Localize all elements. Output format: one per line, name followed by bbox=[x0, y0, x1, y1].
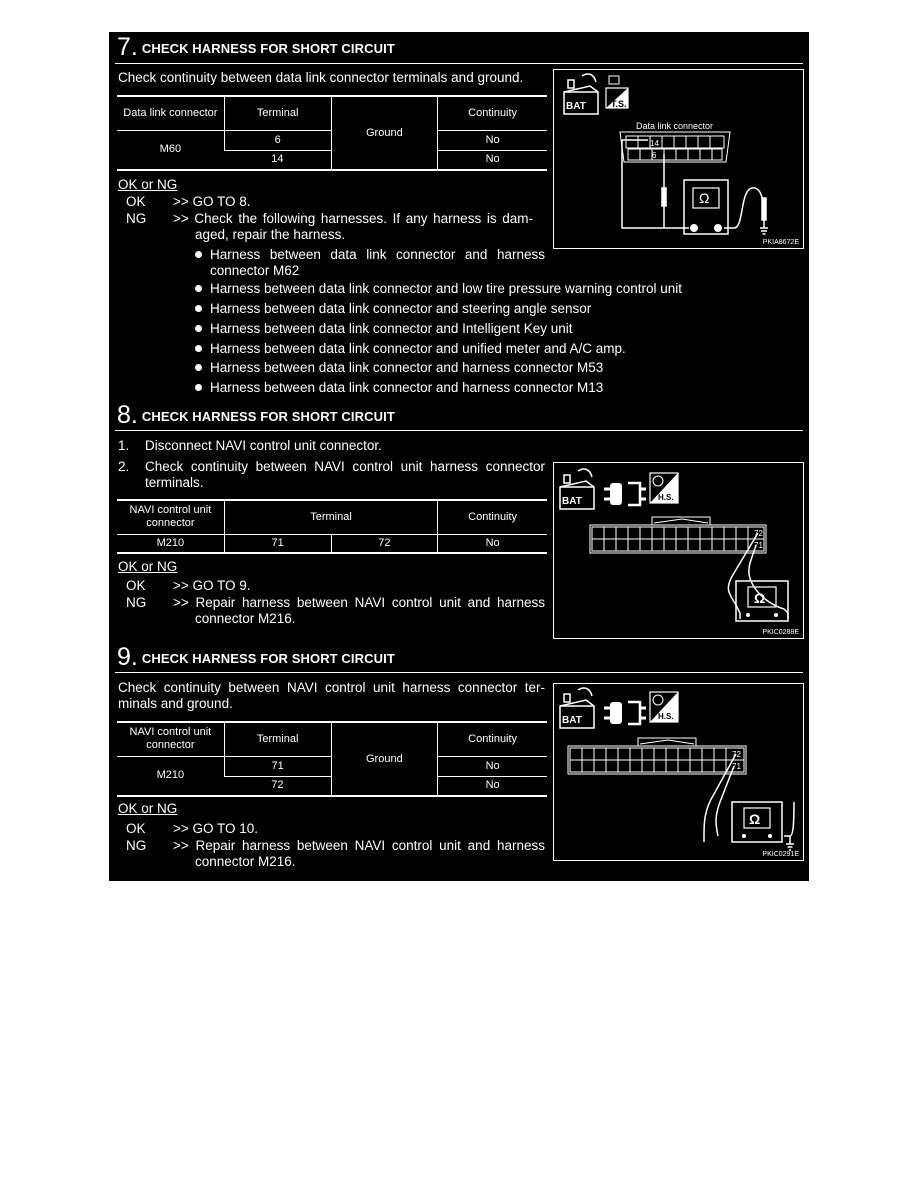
step-8-continuity-table bbox=[117, 499, 547, 554]
step-8-step-1: Disconnect NAVI control unit connector. bbox=[145, 438, 382, 453]
table-cell-connector: M60 bbox=[159, 143, 182, 156]
pin-71-label: 71 bbox=[732, 762, 741, 771]
table-header-terminal: Terminal bbox=[224, 96, 331, 130]
step-9-instruction: Check continuity between NAVI control unit harness connector ter- bbox=[118, 680, 545, 695]
step-7-continuity-table bbox=[117, 95, 547, 171]
table-header-terminal: Terminal bbox=[224, 722, 331, 756]
bullet-icon bbox=[195, 384, 202, 391]
bat-label: BAT bbox=[562, 496, 582, 507]
step-9-ng-label: NG bbox=[126, 838, 147, 853]
step-7-ok-label: OK bbox=[126, 194, 146, 209]
bullet-icon bbox=[195, 285, 202, 292]
step-9-ok-ng: OK or NG bbox=[118, 801, 178, 816]
table-cell-terminal: 14 bbox=[271, 153, 284, 166]
step-7-ok-action: >> GO TO 8. bbox=[173, 194, 251, 209]
figure-navi-ground bbox=[553, 683, 804, 861]
table-cell-terminal: 71 bbox=[224, 534, 331, 553]
figure-id: PKIA8672E bbox=[762, 239, 799, 246]
step-9-ok-label: OK bbox=[126, 821, 146, 836]
step-8-step-1-number: 1. bbox=[118, 438, 130, 453]
step-7-number: 7. bbox=[117, 33, 138, 61]
table-cell-continuity: No bbox=[438, 756, 547, 776]
step-8-title: CHECK HARNESS FOR SHORT CIRCUIT bbox=[141, 409, 395, 424]
ohmmeter-icon bbox=[684, 180, 728, 234]
step-9-ng-action-cont: connector M216. bbox=[195, 854, 296, 869]
step-9-ng-action: >> Repair harness between NAVI control unit and harness bbox=[173, 838, 545, 853]
list-item-cont: connector M62 bbox=[210, 263, 300, 278]
list-item: Harness between data link connector and unified meter and A/C amp. bbox=[195, 341, 626, 357]
step-7-header bbox=[117, 34, 395, 60]
table-cell-continuity: No bbox=[438, 776, 547, 796]
step-8-ok-label: OK bbox=[126, 578, 146, 593]
disconnect-connector-icon bbox=[604, 702, 646, 724]
table-header-continuity: Continuity bbox=[438, 96, 547, 130]
table-cell-continuity: No bbox=[438, 150, 547, 170]
table-cell-terminal: 72 bbox=[271, 779, 284, 792]
table-cell-ground: Ground bbox=[331, 96, 438, 170]
table-cell-ground: Ground bbox=[331, 722, 438, 796]
table-header-connector: NAVI control unit connector bbox=[117, 722, 224, 756]
step-8-ok-action: >> GO TO 9. bbox=[173, 578, 251, 593]
table-cell-continuity: No bbox=[438, 130, 547, 150]
step-8-ng-action-cont: connector M216. bbox=[195, 611, 296, 626]
pin-6-label: 6 bbox=[652, 151, 657, 160]
table-header-terminal: Terminal bbox=[224, 500, 437, 534]
list-item: Harness between data link connector and harness connector M53 bbox=[195, 360, 603, 376]
table-cell-continuity: No bbox=[438, 534, 547, 553]
list-item: Harness between data link connector and harness bbox=[195, 247, 545, 263]
step-7-ng-label: NG bbox=[126, 211, 147, 226]
disconnect-connector-icon bbox=[604, 483, 646, 505]
list-item: Harness between data link connector and low tire pressure warning control unit bbox=[195, 281, 682, 297]
figure-data-link-connector bbox=[553, 69, 804, 249]
table-cell-terminal: 71 bbox=[224, 756, 331, 776]
step-9-instruction-cont: minals and ground. bbox=[118, 696, 233, 711]
pin-71-label: 71 bbox=[754, 541, 763, 550]
bat-label: BAT bbox=[562, 715, 582, 726]
table-header-connector: Data link connector bbox=[117, 96, 224, 130]
pin-72-label: 72 bbox=[754, 529, 763, 538]
step-7-ok-ng: OK or NG bbox=[118, 177, 178, 192]
step-8-header bbox=[117, 402, 395, 428]
step-8-ng-action: >> Repair harness between NAVI control unit and harness bbox=[173, 595, 545, 610]
connector-label: Data link connector bbox=[636, 121, 714, 131]
table-header-connector: NAVI control unit connector bbox=[117, 500, 224, 534]
step-8-ng-label: NG bbox=[126, 595, 147, 610]
step-7-ng-action: >> Check the following harnesses. If any harness is dam- bbox=[173, 211, 533, 226]
ohm-symbol: Ω bbox=[749, 811, 761, 827]
figure-id: PKIC0291E bbox=[762, 851, 799, 858]
navi-connector-icon bbox=[568, 738, 746, 774]
navi-connector-icon bbox=[590, 517, 766, 553]
test-lead-icon bbox=[622, 140, 768, 234]
figure-navi-terminals bbox=[553, 462, 804, 639]
step-7-title: CHECK HARNESS FOR SHORT CIRCUIT bbox=[141, 41, 395, 56]
step-8-step-2-cont: terminals. bbox=[145, 475, 204, 490]
step-7-instruction: Check continuity between data link connector terminals and ground. bbox=[118, 70, 524, 85]
ohm-symbol: Ω bbox=[754, 590, 766, 606]
figure-navi-ground-drawing bbox=[554, 684, 803, 860]
step-9-ok-action: >> GO TO 10. bbox=[173, 821, 259, 836]
figure-id: PKIC0288E bbox=[762, 629, 799, 636]
hs-label: H.S. bbox=[658, 493, 674, 502]
step-9-title: CHECK HARNESS FOR SHORT CIRCUIT bbox=[141, 651, 395, 666]
bullet-icon bbox=[195, 251, 202, 258]
list-item: Harness between data link connector and Intelligent Key unit bbox=[195, 321, 572, 337]
service-manual-page bbox=[109, 32, 809, 881]
step-8-step-2-number: 2. bbox=[118, 459, 130, 474]
step-8-ok-ng: OK or NG bbox=[118, 559, 178, 574]
step-9-continuity-table bbox=[117, 721, 547, 797]
bullet-icon bbox=[195, 325, 202, 332]
bullet-icon bbox=[195, 305, 202, 312]
step-8-rule bbox=[115, 430, 803, 431]
table-cell-connector: M210 bbox=[156, 536, 185, 549]
list-item: Harness between data link connector and steering angle sensor bbox=[195, 301, 591, 317]
bullet-icon bbox=[195, 345, 202, 352]
data-link-connector-icon bbox=[620, 132, 730, 162]
figure-data-link-connector-drawing bbox=[554, 70, 803, 248]
bat-label: BAT bbox=[566, 101, 586, 112]
table-cell-terminal: 6 bbox=[224, 130, 331, 150]
table-header-continuity: Continuity bbox=[438, 722, 547, 756]
step-9-rule bbox=[115, 672, 803, 673]
figure-navi-terminals-drawing bbox=[554, 463, 803, 638]
list-item: Harness between data link connector and harness connector M13 bbox=[195, 380, 603, 396]
step-9-number: 9. bbox=[117, 643, 138, 671]
pin-14-label: 14 bbox=[650, 139, 659, 148]
pin-72-label: 72 bbox=[732, 750, 741, 759]
step-7-ng-action-cont: aged, repair the harness. bbox=[195, 227, 346, 242]
table-cell-connector: M210 bbox=[156, 769, 185, 782]
step-7-rule bbox=[115, 63, 803, 64]
hs-label: H.S. bbox=[658, 712, 674, 721]
step-8-step-2: Check continuity between NAVI control unit harness connector bbox=[145, 459, 545, 474]
ohm-symbol: Ω bbox=[699, 190, 710, 206]
table-cell-terminal: 72 bbox=[331, 534, 438, 553]
ts-label: T.S. bbox=[611, 99, 627, 109]
step-9-header bbox=[117, 644, 395, 670]
bullet-icon bbox=[195, 364, 202, 371]
table-header-continuity: Continuity bbox=[438, 500, 547, 534]
step-8-number: 8. bbox=[117, 401, 138, 429]
